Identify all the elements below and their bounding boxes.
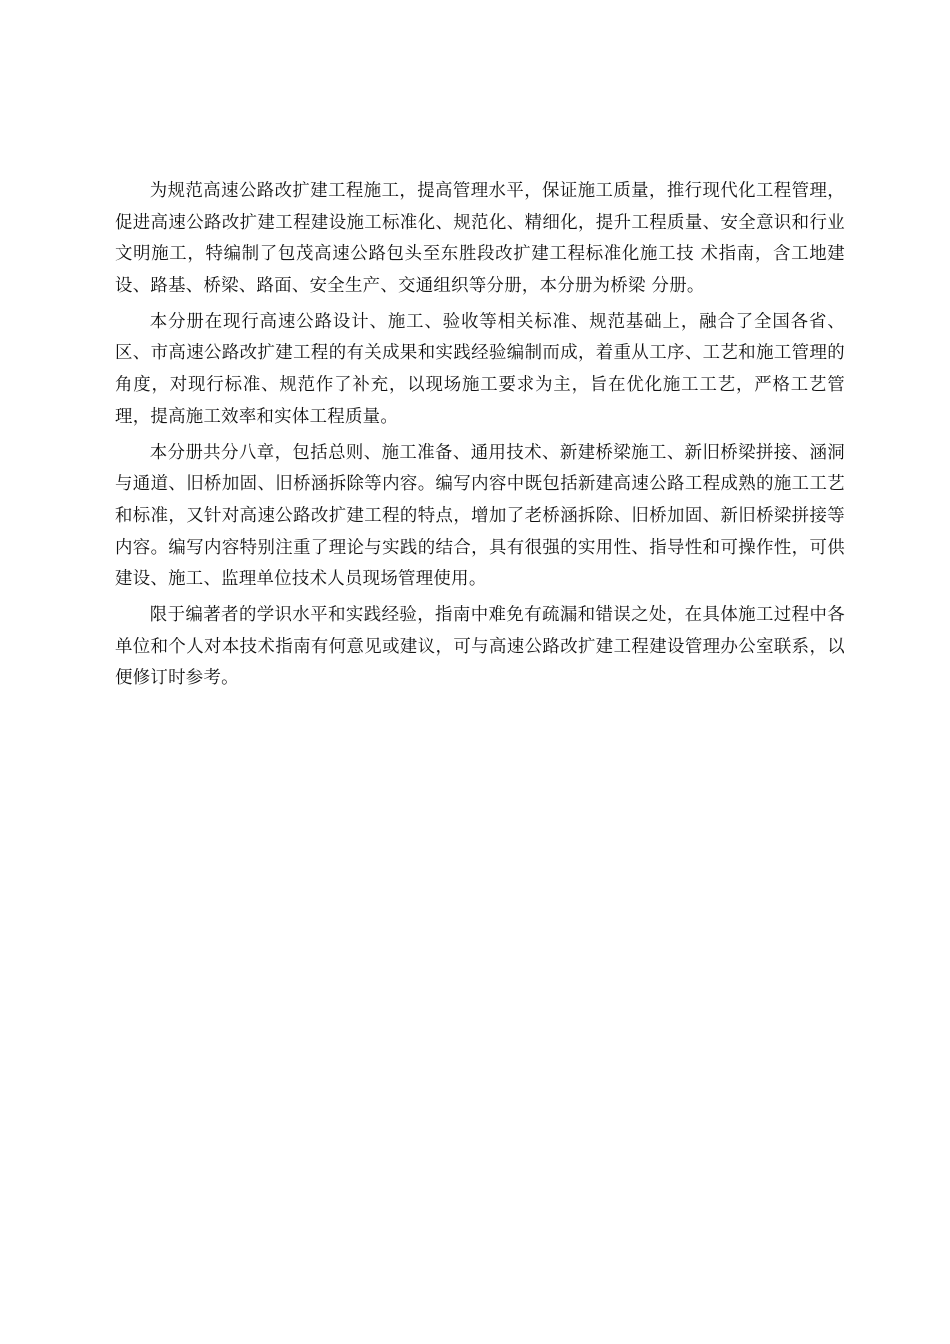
paragraph-purpose: 为规范高速公路改扩建工程施工，提高管理水平，保证施工质量，推行现代化工程管理，促进高速公路改扩建工程建设施工标准化、规范化、精细化，提升工程质量、安全意识和行业文明施工，特编制了包茂高速公路包头至东胜段改扩建工程标准化施工技 术指南，含工地建设、路基、桥梁、路面、安全生产、交通组织等分册，本分册为桥梁 分册。 [115, 181, 845, 296]
paragraph-contents: 本分册共分八章，包括总则、施工准备、通用技术、新建桥梁施工、新旧桥梁拼接、涵洞与通道、旧桥加固、旧桥涵拆除等内容。编写内容中既包括新建高速公路工程成熟的施工工艺和标准，又针对高速公路改扩建工程的特点，增加了老桥涵拆除、旧桥加固、新旧桥梁拼接等内容。编写内容特别注重了理论与实践的结合，具有很强的实用性、指导性和可操作性，可供建设、施工、监理单位技术人员现场管理使用。 [115, 442, 845, 590]
paragraph-basis: 本分册在现行高速公路设计、施工、验收等相关标准、规范基础上，融合了全国各省、区、市高速公路改扩建工程的有关成果和实践经验编制而成，着重从工序、工艺和施工管理的角度，对现行标准、规范作了补充，以现场施工要求为主，旨在优化施工工艺，严格工艺管理，提高施工效率和实体工程质量。 [115, 311, 845, 427]
preface-body [115, 176, 845, 695]
paragraph-feedback: 限于编著者的学识水平和实践经验，指南中难免有疏漏和错误之处，在具体施工过程中各单位和个人对本技术指南有何意见或建议，可与高速公路改扩建工程建设管理办公室联系，以便修订时参考。 [115, 605, 845, 689]
